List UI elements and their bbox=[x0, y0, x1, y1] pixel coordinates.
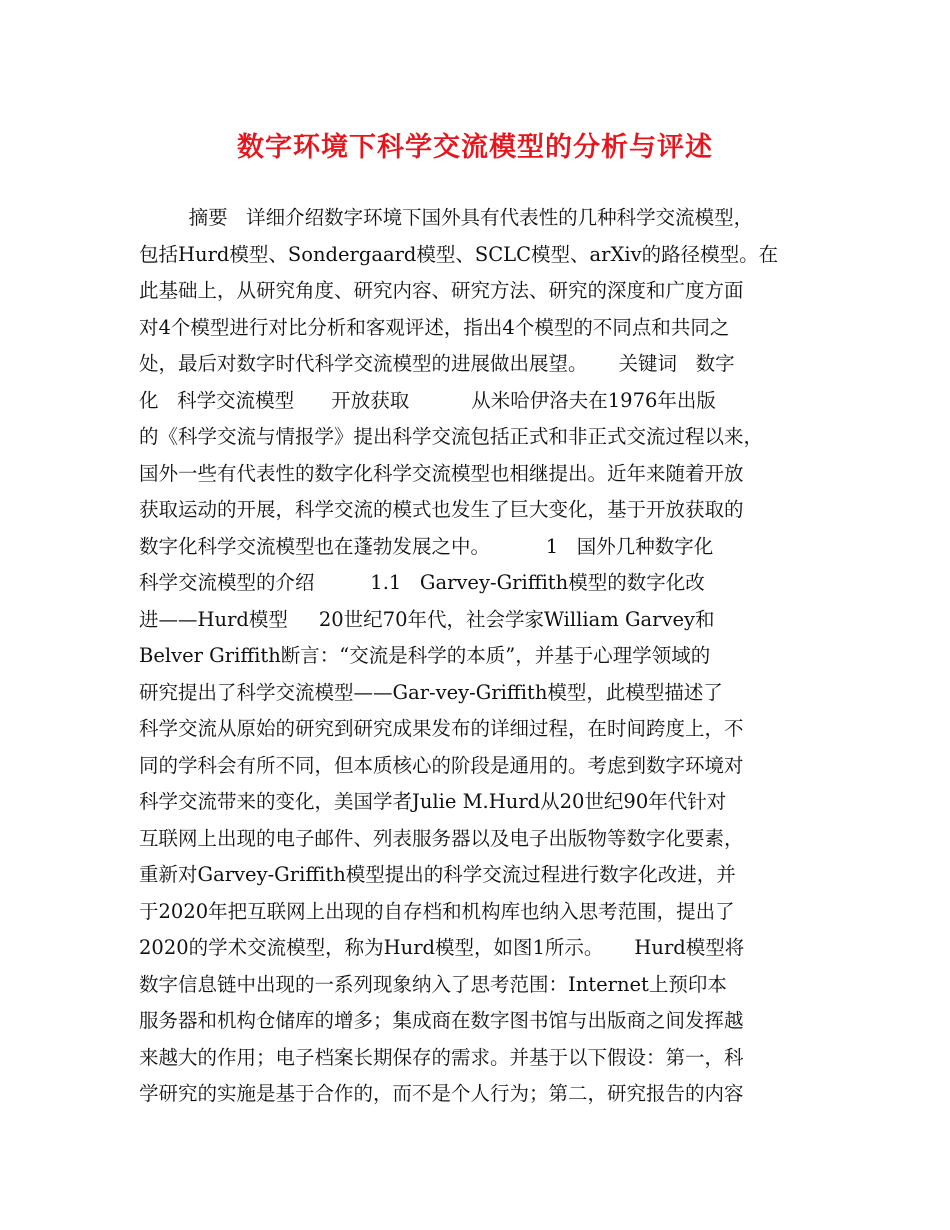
body-text-line: 科学交流从原始的研究到研究成果发布的详细过程，在时间跨度上，不 bbox=[139, 717, 744, 740]
body-text-line: 获取运动的开展，科学交流的模式也发生了巨大变化，基于开放获取的 bbox=[139, 498, 744, 521]
body-text-line: 化 科学交流模型 开放获取 从米哈伊洛夫在1976年出版 bbox=[139, 388, 716, 412]
document-title: 数字环境下科学交流模型的分析与评述 bbox=[237, 132, 713, 163]
body-text-line: 重新对Garvey-Griffith模型提出的科学交流过程进行数字化改进，并 bbox=[139, 863, 736, 886]
body-text-line: 科学交流带来的变化，美国学者Julie M.Hurd从20世纪90年代针对 bbox=[139, 790, 727, 813]
body-text-line: Belver Griffith断言：“交流是科学的本质”，并基于心理学领域的 bbox=[139, 644, 711, 667]
body-text-line: 进——Hurd模型 20世纪70年代，社会学家William Garvey和 bbox=[139, 607, 715, 631]
body-text-line: 国外一些有代表性的数字化科学交流模型也相继提出。近年来随着开放 bbox=[139, 461, 744, 485]
body-text-line: 对4个模型进行对比分析和客观评述，指出4个模型的不同点和共同之 bbox=[139, 315, 730, 339]
body-text-line: 互联网上出现的电子邮件、列表服务器以及电子出版物等数字化要素， bbox=[139, 826, 744, 850]
body-text-line: 同的学科会有所不同，但本质核心的阶段是通用的。考虑到数字环境对 bbox=[139, 753, 744, 777]
body-text-line: 此基础上，从研究角度、研究内容、研究方法、研究的深度和广度方面 bbox=[139, 279, 744, 302]
body-text-line: 摘要 详细介绍数字环境下国外具有代表性的几种科学交流模型， bbox=[139, 206, 754, 229]
body-text-line: 数字化科学交流模型也在蓬勃发展之中。 1 国外几种数字化 bbox=[139, 534, 714, 558]
body-text-line: 来越大的作用；电子档案长期保存的需求。并基于以下假设：第一，科 bbox=[139, 1045, 744, 1069]
body-text-line: 的《科学交流与情报学》提出科学交流包括正式和非正式交流过程以来， bbox=[139, 425, 764, 448]
body-text-line: 2020的学术交流模型，称为Hurd模型，如图1所示。 Hurd模型将 bbox=[139, 936, 745, 959]
body-text-line: 处，最后对数字时代科学交流模型的进展做出展望。 关键词 数字 bbox=[139, 352, 735, 375]
document-body bbox=[139, 200, 814, 1113]
body-text-line: 服务器和机构仓储库的增多；集成商在数字图书馆与出版商之间发挥越 bbox=[139, 1009, 744, 1032]
body-text-line: 科学交流模型的介绍 1.1 Garvey-Griffith模型的数字化改 bbox=[139, 571, 705, 594]
body-text-line: 数字信息链中出现的一系列现象纳入了思考范围：Internet上预印本 bbox=[139, 972, 727, 996]
body-text-line: 包括Hurd模型、Sondergaard模型、SCLC模型、arXiv的路径模型。在 bbox=[139, 242, 779, 266]
body-text-line: 于2020年把互联网上出现的自存档和机构库也纳入思考范围，提出了 bbox=[139, 899, 735, 923]
body-text-line: 学研究的实施是基于合作的，而不是个人行为；第二，研究报告的内容 bbox=[139, 1082, 744, 1105]
body-text-line: 研究提出了科学交流模型——Gar-vey-Griffith模型，此模型描述了 bbox=[139, 680, 723, 704]
